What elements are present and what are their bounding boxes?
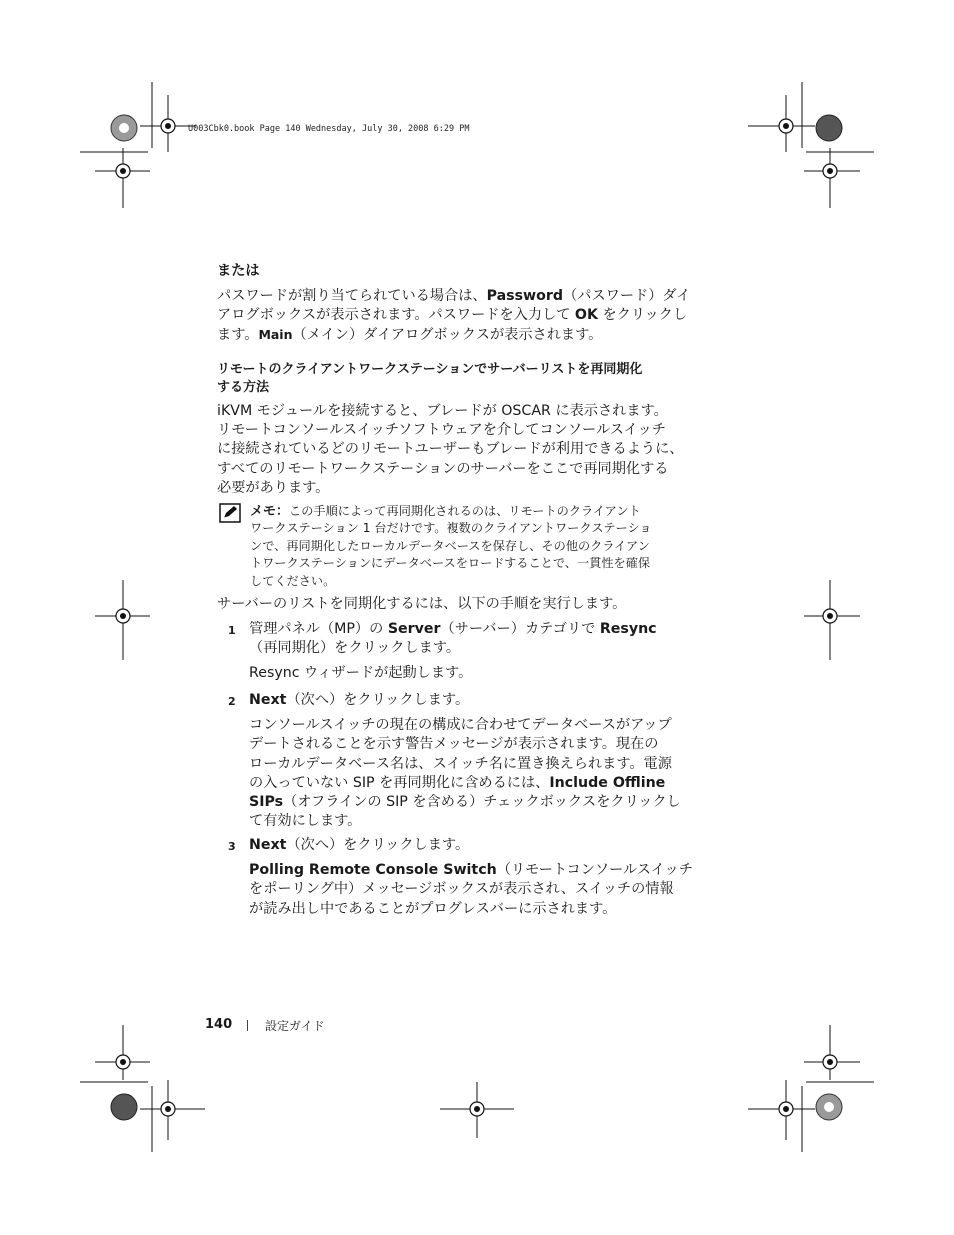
step-line: が読み出し中であることがプログレスバーに示されます。 — [249, 900, 617, 917]
step-3 — [249, 836, 719, 919]
text: パスワードが割り当てられている場合は、 — [217, 288, 487, 304]
footer-title: 設定ガイド — [265, 1019, 325, 1033]
text: ます。 — [217, 327, 259, 344]
page-number: 140 — [205, 1017, 233, 1032]
text: をクリックし — [597, 307, 688, 324]
text: （リモートコンソールスイッチ — [496, 862, 693, 879]
step-line: て有効にします。 — [249, 813, 362, 830]
text: （オフラインの SIP を含める）チェックボックスをクリックし — [283, 794, 681, 811]
main-term: Main — [258, 327, 293, 343]
para-line: iKVM モジュールを接続すると、ブレードが OSCAR に表示されます。 — [217, 403, 668, 419]
polling-term: Polling Remote Console Switch — [249, 862, 497, 879]
ikvm-paragraph — [217, 402, 717, 498]
note-line: ンで、再同期化したローカルデータベースを保存し、その他のクライアン — [250, 538, 650, 553]
step-result — [249, 861, 719, 919]
step-result: Resync ウィザードが起動します。 — [249, 665, 473, 682]
step-1 — [249, 620, 719, 684]
para-line: リモートコンソールスイッチソフトウェアを介してコンソールスイッチ — [217, 422, 666, 439]
password-term: Password — [486, 288, 564, 304]
text: の入っていない SIP を再同期化に含めるには、 — [249, 774, 550, 791]
note-line: トワークステーションにデータベースをロードすることで、一貫性を確保 — [250, 556, 651, 571]
text: （次へ）をクリックします。 — [286, 837, 470, 853]
step-number: 3 — [228, 840, 236, 853]
heading-line: リモートのクライアントワークステーションでサーバーリストを再同期化 — [217, 362, 643, 377]
step-line: （再同期化）をクリックします。 — [249, 640, 461, 657]
note-line: ワークステーション 1 台だけです。複数のクライアントワークステーショ — [250, 521, 652, 536]
para-line: 必要があります。 — [217, 479, 330, 496]
para-line — [217, 306, 717, 325]
step-number: 1 — [228, 624, 236, 637]
next-term: Next — [249, 837, 287, 853]
text: アログボックスが表示されます。パスワードを入力して — [217, 307, 575, 324]
step-line: ローカルデータベース名は、スイッチ名に置き換えられます。電源 — [249, 755, 672, 772]
step-2 — [249, 691, 719, 831]
resync-section-heading — [217, 361, 717, 397]
pencil-note-icon — [219, 503, 241, 527]
text: （サーバー）カテゴリで — [440, 621, 600, 637]
sips-term: SIPs — [249, 794, 284, 811]
footer-divider — [247, 1020, 248, 1031]
heading-line: する方法 — [217, 380, 270, 395]
include-offline-term: Include Offline — [549, 774, 666, 791]
ok-term: OK — [574, 307, 598, 324]
resync-term: Resync — [599, 621, 657, 637]
server-term: Server — [387, 621, 441, 637]
para-line — [217, 287, 717, 306]
next-term: Next — [249, 692, 287, 708]
text: （メイン）ダイアログボックスが表示されます。 — [292, 327, 603, 344]
step-line: デートされることを示す警告メッセージが表示されます。現在の — [249, 736, 659, 753]
note-line: してください。 — [250, 573, 336, 588]
step-number: 2 — [228, 695, 236, 708]
para-line: すべてのリモートワークステーションのサーバーをここで再同期化する — [217, 460, 669, 477]
para-line — [217, 325, 717, 345]
step-result — [249, 716, 719, 831]
step-line: コンソールスイッチの現在の構成に合わせてデータベースがアップ — [249, 717, 672, 734]
note-label: メモ： — [250, 504, 290, 519]
password-paragraph — [217, 287, 717, 346]
para-line: に接続されているどのリモートユーザーもブレードが利用できるように、 — [217, 441, 684, 458]
text: （パスワード）ダイ — [563, 288, 691, 304]
note-block — [250, 503, 720, 590]
or-heading: または — [217, 263, 260, 279]
file-info-header: U003Cbk0.book Page 140 Wednesday, July 30, 2008 6:29 PM — [188, 124, 470, 134]
step-line: をポーリング中）メッセージボックスが表示され、スイッチの情報 — [249, 881, 674, 898]
steps-intro: サーバーのリストを同期化するには、以下の手順を実行します。 — [217, 596, 627, 612]
note-line: この手順によって再同期化されるのは、リモートのクライアント — [289, 504, 641, 518]
text: （次へ）をクリックします。 — [286, 692, 470, 708]
text: 管理パネル（MP）の — [249, 621, 388, 637]
